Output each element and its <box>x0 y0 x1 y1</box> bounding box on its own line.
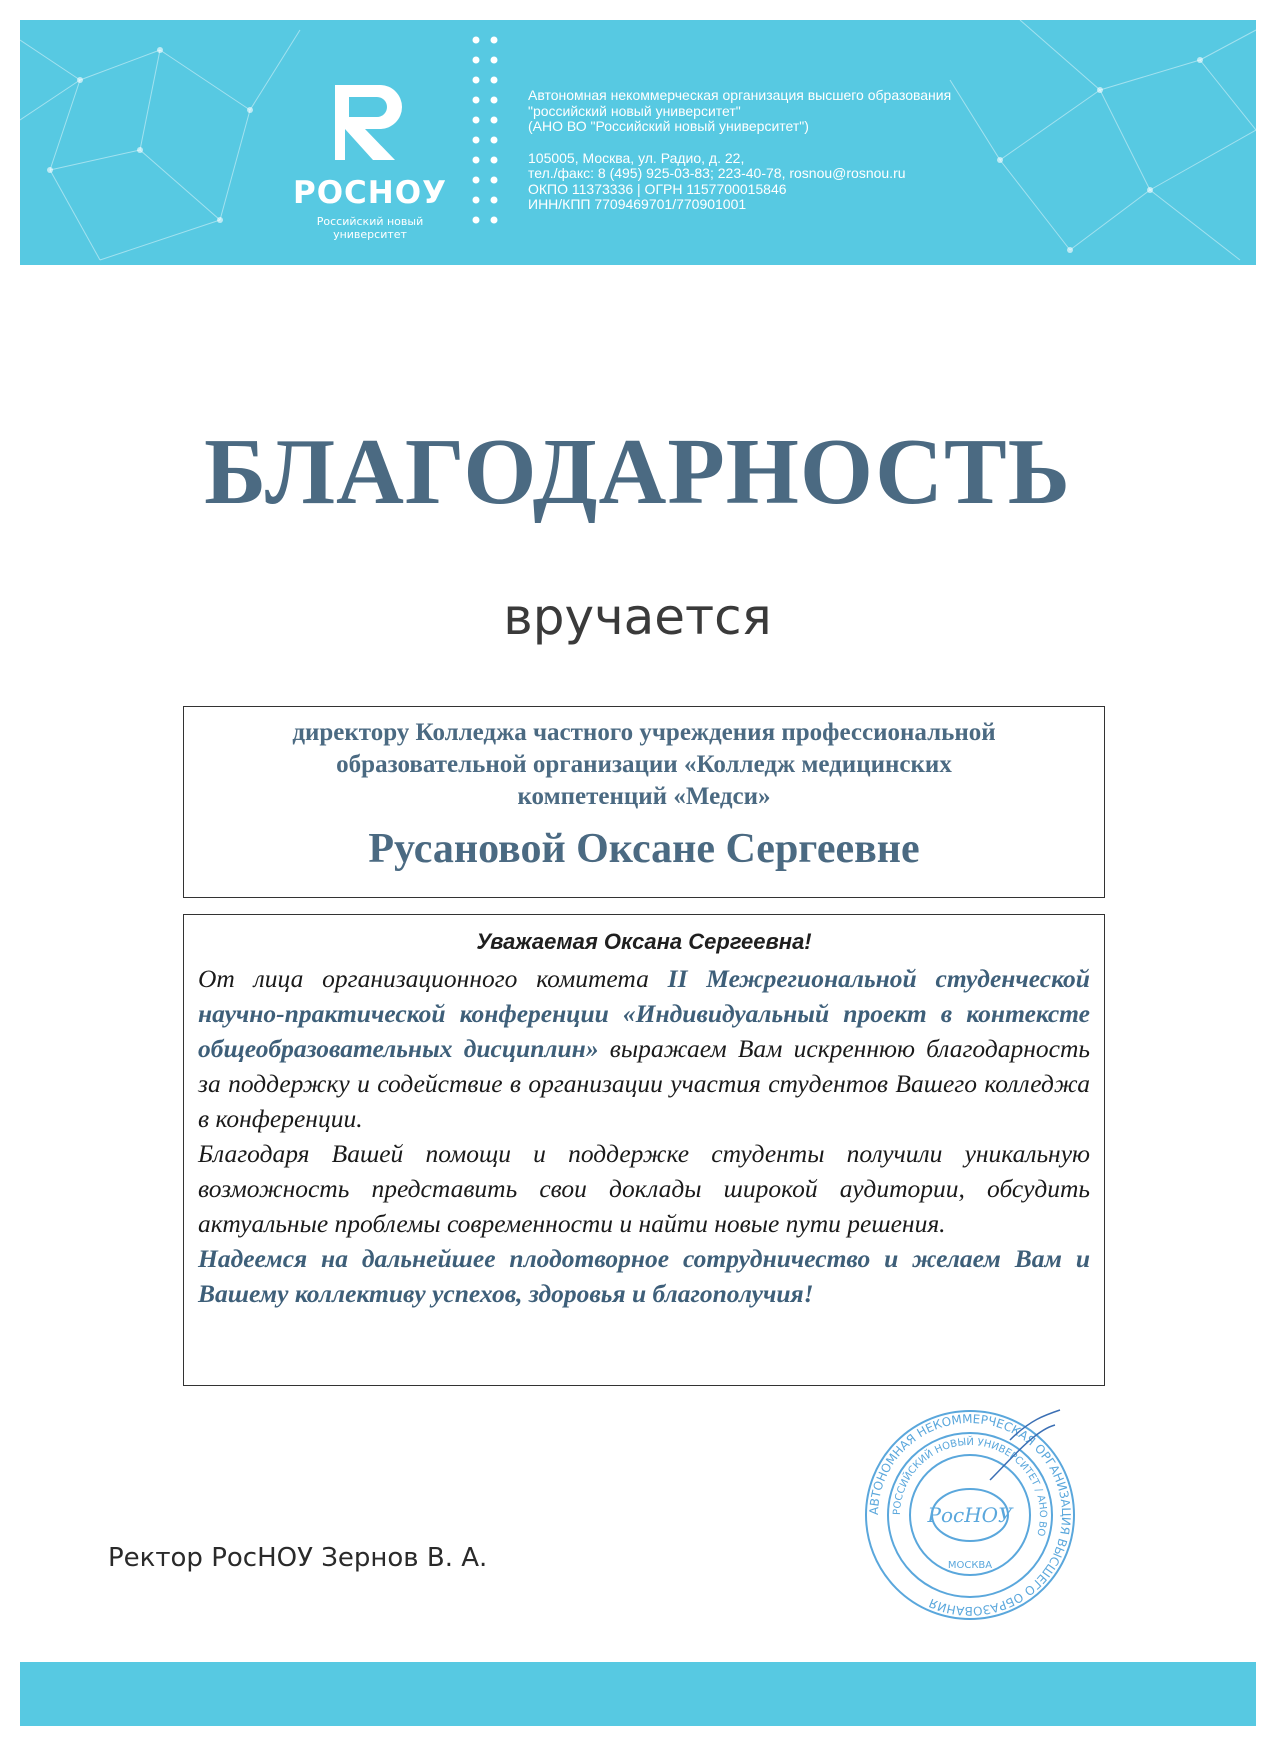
official-seal-stamp <box>860 1400 1080 1630</box>
footer-bar <box>20 1662 1256 1726</box>
organization-info <box>528 88 1228 213</box>
stamp-outer-text: АВТОНОМНАЯ НЕКОММЕРЧЕСКАЯ ОРГАНИЗАЦИЯ ВЫСШЕГО ОБРАЗОВАНИЯ <box>866 1411 1074 1619</box>
rosnou-logo <box>285 75 455 265</box>
certificate-title: БЛАГОДАРНОСТЬ <box>204 420 1071 524</box>
awarded-text: вручается <box>503 588 772 646</box>
org-line2: "российский новый университет" <box>528 102 741 119</box>
letter-paragraph-2: Благодаря Вашей помощи и поддержке студенты получили уникальную возможность представить свои доклады широкой аудитории, обсудить актуальные проблемы современности и найти новые пути решения. <box>198 1139 1090 1238</box>
dot-columns-decoration <box>468 34 508 234</box>
org-line1: Автономная некоммерческая организация высшего образования <box>528 87 952 103</box>
logo-name: РОСНОУ <box>292 175 448 211</box>
recipient-description <box>184 717 1104 813</box>
letter-box <box>183 914 1105 1386</box>
org-inn: ИНН/КПП 7709469701/770901001 <box>528 196 747 212</box>
stamp-inner-text: РОССИЙСКИЙ НОВЫЙ УНИВЕРСИТЕТ / АНО ВО <box>891 1436 1049 1538</box>
logo-subtitle <box>295 215 445 241</box>
logo-subtitle-line1: Российский новый <box>316 215 424 228</box>
org-phone: тел./факс: 8 (495) 925-03-83; 223-40-78, rosnou@rosnou.ru <box>528 165 906 181</box>
logo-subtitle-line2: университет <box>333 228 407 241</box>
rector-signature: Ректор РосНОУ Зернов В. А. <box>108 1543 488 1573</box>
recipient-name: Русановой Оксане Сергеевне <box>368 826 920 872</box>
letter-paragraph-1 <box>198 961 1090 1136</box>
org-address: 105005, Москва, ул. Радио, д. 22, <box>528 149 745 166</box>
recipient-desc-line1: директору Колледжа частного учреждения профессиональной <box>292 719 996 746</box>
letter-salutation: Уважаемая Оксана Сергеевна! <box>476 929 812 954</box>
letter-paragraph-closing: Надеемся на дальнейшее плодотворное сотрудничество и желаем Вам и Вашему коллективу успехов, здоровья и благополучия! <box>198 1244 1090 1308</box>
header-banner <box>20 20 1256 265</box>
p1-end: выражаем Вам искреннюю благодарность за поддержку и содействие в организации участия студентов Вашего колледжа в конференции. <box>198 1034 1090 1133</box>
stamp-center-text: РосНОУ <box>927 1503 1013 1527</box>
recipient-box <box>183 706 1105 898</box>
p1-conference-name: II Межрегиональной студенческой научно-практической конференции «Индивидуальный проект в контексте общеобразовательных дисциплин» <box>198 964 1090 1063</box>
recipient-desc-line3: компетенций «Медси» <box>517 783 771 810</box>
stamp-bottom-text: МОСКВА <box>947 1560 993 1571</box>
org-okpo: ОКПО 11373336 | ОГРН 1157700015846 <box>528 180 787 197</box>
org-line3: (АНО ВО "Российский новый университет") <box>528 118 809 134</box>
recipient-desc-line2: образовательной организации «Колледж медицинских <box>336 751 952 778</box>
p1-start: От лица организационного комитета <box>198 964 668 993</box>
rosnou-r-logo-icon <box>325 75 415 165</box>
